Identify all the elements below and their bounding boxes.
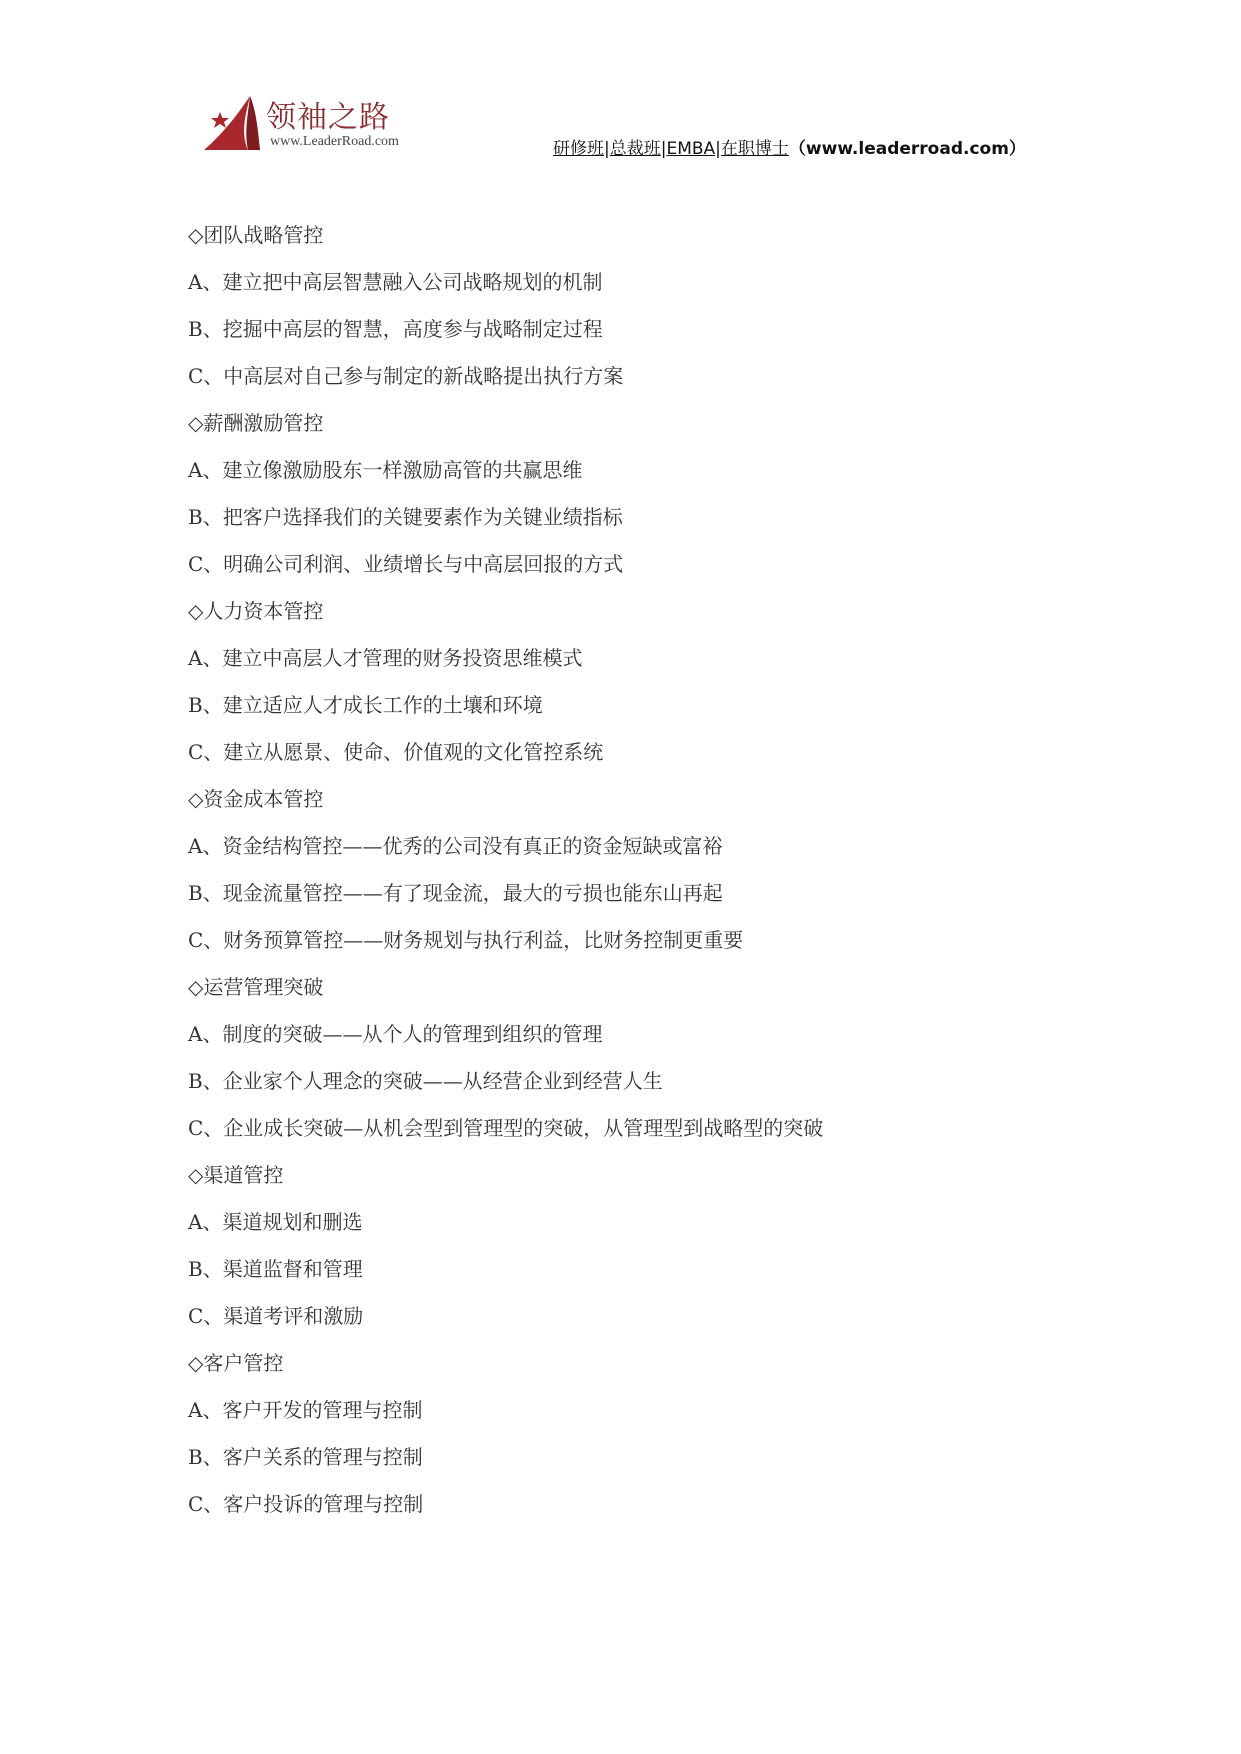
list-item: B、把客户选择我们的关键要素作为关键业绩指标 bbox=[188, 505, 623, 529]
list-item: A、制度的突破——从个人的管理到组织的管理 bbox=[188, 1022, 603, 1046]
list-item: C、财务预算管控——财务规划与执行利益，比财务控制更重要 bbox=[188, 928, 744, 952]
list-item: A、建立像激励股东一样激励高管的共赢思维 bbox=[188, 458, 583, 482]
list-item: B、客户关系的管理与控制 bbox=[188, 1445, 423, 1469]
section-heading: ◇运营管理突破 bbox=[188, 975, 324, 999]
logo-url: www.LeaderRoad.com bbox=[270, 134, 399, 149]
section-heading: ◇客户管控 bbox=[188, 1351, 284, 1375]
page-header bbox=[200, 88, 1050, 168]
section-heading: ◇薪酬激励管控 bbox=[188, 411, 324, 435]
section-heading: ◇渠道管控 bbox=[188, 1163, 284, 1187]
link-zaizhi-boshi[interactable]: 在职博士 bbox=[720, 139, 789, 159]
list-item: C、客户投诉的管理与控制 bbox=[188, 1492, 424, 1516]
link-emba[interactable]: EMBA bbox=[666, 139, 716, 159]
document-body bbox=[188, 212, 1088, 1528]
section-heading: ◇人力资本管控 bbox=[188, 599, 324, 623]
link-separator: | bbox=[660, 139, 667, 159]
link-zongcaiban[interactable]: 总裁班 bbox=[609, 139, 661, 159]
list-item: C、企业成长突破—从机会型到管理型的突破，从管理型到战略型的突破 bbox=[188, 1116, 824, 1140]
list-item: B、挖掘中高层的智慧，高度参与战略制定过程 bbox=[188, 317, 603, 341]
list-item: C、中高层对自己参与制定的新战略提出执行方案 bbox=[188, 364, 624, 388]
list-item: A、建立中高层人才管理的财务投资思维模式 bbox=[188, 646, 583, 670]
list-item: C、明确公司利润、业绩增长与中高层回报的方式 bbox=[188, 552, 624, 576]
logo bbox=[200, 88, 460, 158]
header-links bbox=[553, 134, 1026, 159]
list-item: C、建立从愿景、使命、价值观的文化管控系统 bbox=[188, 740, 604, 764]
list-item: C、渠道考评和激励 bbox=[188, 1304, 364, 1328]
link-separator: | bbox=[715, 139, 721, 159]
link-separator: | bbox=[604, 139, 610, 159]
site-url: （www.leaderroad.com） bbox=[788, 139, 1026, 159]
list-item: A、资金结构管控——优秀的公司没有真正的资金短缺或富裕 bbox=[188, 834, 723, 858]
list-item: B、现金流量管控——有了现金流，最大的亏损也能东山再起 bbox=[188, 881, 723, 905]
logo-emblem-icon bbox=[200, 92, 262, 154]
section-heading: ◇团队战略管控 bbox=[188, 223, 324, 247]
list-item: A、建立把中高层智慧融入公司战略规划的机制 bbox=[188, 270, 603, 294]
list-item: B、建立适应人才成长工作的土壤和环境 bbox=[188, 693, 543, 717]
list-item: B、渠道监督和管理 bbox=[188, 1257, 363, 1281]
link-yanxiuban[interactable]: 研修班 bbox=[553, 139, 604, 159]
list-item: B、企业家个人理念的突破——从经营企业到经营人生 bbox=[188, 1069, 663, 1093]
logo-text: 领袖之路 bbox=[266, 100, 390, 135]
section-heading: ◇资金成本管控 bbox=[188, 787, 324, 811]
list-item: A、渠道规划和删选 bbox=[188, 1210, 363, 1234]
list-item: A、客户开发的管理与控制 bbox=[188, 1398, 423, 1422]
